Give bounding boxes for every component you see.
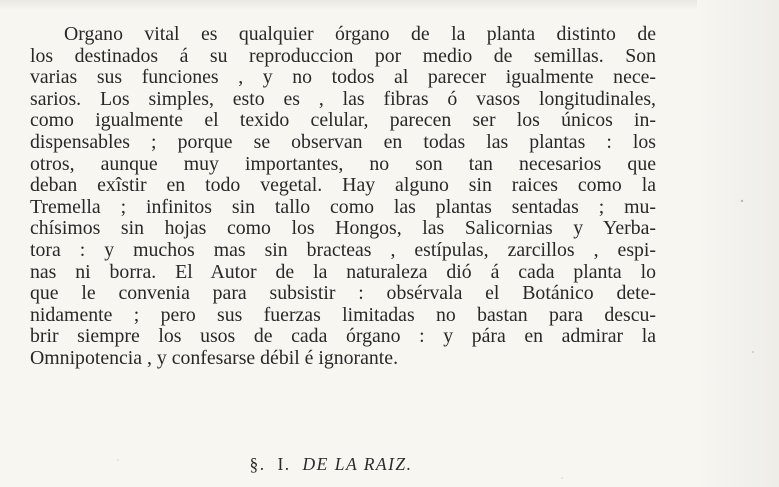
text-line: chísimos sin hojas como los Hongos, las Salicornias y Yerba-	[30, 217, 656, 240]
text-line: nas ni borra. El Autor de la naturaleza dió á cada planta lo	[30, 260, 656, 283]
body-paragraph	[30, 24, 656, 370]
text-line: Tremella ; infinitos sin tallo como las plantas sentadas ; mu-	[30, 195, 656, 218]
text-line: deban exîstir en todo vegetal. Hay alguno sin raices como la	[30, 174, 656, 197]
text-line: brir siempre los usos de cada órgano : y pára en admirar la	[30, 325, 656, 348]
section-title: DE LA RAIZ.	[302, 454, 413, 474]
text-line: Organo vital es qualquier órgano de la planta distinto de	[64, 23, 656, 45]
text-line: que le convenia para subsistir : obsérvala el Botánico dete-	[30, 282, 656, 305]
text-line: dispensables ; porque se observan en todas las plantas : los	[30, 130, 656, 153]
text-line: nidamente ; pero sus fuerzas limitadas no bastan para descu-	[30, 303, 656, 326]
text-line: sarios. Los simples, esto es , las fibras ó vasos longitudinales,	[30, 87, 656, 110]
section-mark: §.	[249, 454, 266, 474]
section-number: I.	[277, 454, 291, 474]
text-line: Omnipotencia , y confesarse débil é ignorante.	[30, 346, 399, 369]
text-line: tora : y muchos mas sin bracteas , estípulas, zarcillos , espi-	[30, 238, 656, 261]
text-line: varias sus funciones , y no todos al parecer igualmente nece-	[30, 66, 656, 89]
text-line: como igualmente el texido celular, parecen ser los únicos in-	[30, 109, 656, 132]
text-line: los destinados á su reproduccion por medio de semillas. Son	[30, 44, 656, 67]
text-line: otros, aunque muy importantes, no son tan necesarios que	[30, 152, 656, 175]
section-heading	[0, 454, 662, 475]
